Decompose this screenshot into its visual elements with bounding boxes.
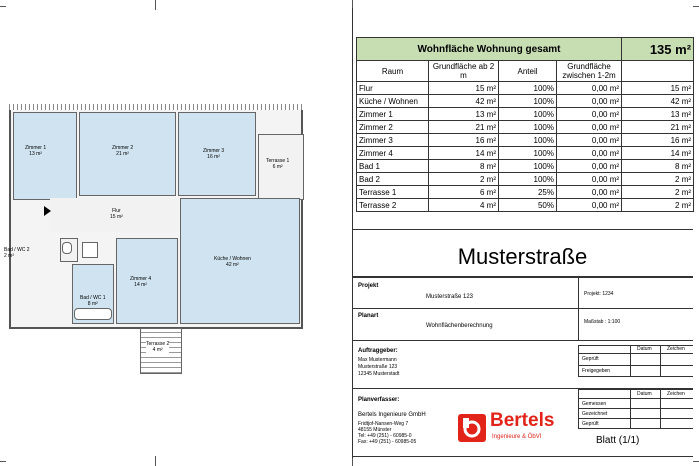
room-bad-wc-1-name: Bad / WC 1 [80, 295, 106, 301]
room-zimmer-3-area: 16 m² [207, 154, 220, 160]
table-title: Wohnfläche Wohnung gesamt [357, 38, 622, 61]
room-terrasse-1-label [266, 158, 289, 170]
shower-icon [82, 242, 98, 258]
cell-share: 100% [499, 134, 557, 147]
approval-geprueft: Geprüft [582, 356, 599, 362]
cell-area: 15 m² [429, 82, 499, 95]
table-row [357, 134, 694, 147]
measure-grid-col2 [660, 389, 661, 429]
room-kueche-name: Küche / Wohnen [214, 256, 251, 262]
cell-share: 100% [499, 173, 557, 186]
planner-name: Bertels Ingenieure GmbH [358, 412, 426, 418]
table-row [357, 82, 694, 95]
room-terrasse-1-name: Terrasse 1 [266, 158, 290, 164]
cell-partial: 0,00 m² [557, 186, 622, 199]
measure-grid-row3 [578, 418, 693, 419]
room-kueche-label [214, 256, 251, 268]
frame-tick-right-bottom [693, 461, 699, 462]
col-raum: Raum [357, 61, 429, 82]
cell-area: 16 m² [429, 134, 499, 147]
street-title: Musterstraße [457, 244, 588, 269]
cell-partial: 0,00 m² [557, 121, 622, 134]
room-flur-area: 15 m² [110, 214, 123, 220]
col-grundflaeche: Grundfläche ab 2 m [429, 61, 499, 82]
cell-sum: 21 m² [622, 121, 694, 134]
cell-partial: 0,00 m² [557, 147, 622, 160]
room-flur-name: Flur [112, 208, 121, 214]
projekt-number: Projekt: 1234 [584, 291, 614, 297]
room-terrasse-2-name: Terrasse 2 [146, 341, 170, 347]
planart-label: Planart [358, 313, 379, 319]
logo-name: Bertels [490, 410, 555, 431]
cell-sum: 2 m² [622, 199, 694, 212]
cell-area: 13 m² [429, 108, 499, 121]
cell-sum: 2 m² [622, 186, 694, 199]
cell-share: 100% [499, 82, 557, 95]
cell-share: 50% [499, 199, 557, 212]
cell-room: Zimmer 4 [357, 147, 429, 160]
logo-sub: Ingenieure & ÖbVI [492, 434, 542, 440]
cell-sum: 13 m² [622, 108, 694, 121]
table-row [357, 121, 694, 134]
measure-grid-row1 [578, 398, 693, 399]
table-row [357, 199, 694, 212]
table-column-row [357, 61, 694, 82]
cell-room: Zimmer 1 [357, 108, 429, 121]
table-row [357, 173, 694, 186]
toilet-icon [62, 242, 72, 254]
room-terrasse-2-label [146, 341, 169, 353]
planner-tel: Tel: +49 (251) - 60985-0 [358, 433, 412, 439]
cell-sum: 8 m² [622, 160, 694, 173]
bathtub-icon [74, 308, 112, 320]
cell-sum: 42 m² [622, 95, 694, 108]
col-sum [622, 61, 694, 82]
room-zimmer-1-area: 13 m² [29, 151, 42, 157]
cell-room: Terrasse 2 [357, 199, 429, 212]
approval-grid-col1 [630, 345, 631, 377]
bottom-line [352, 456, 693, 457]
room-terrasse-2-area: 4 m² [152, 347, 163, 353]
room-zimmer-2-name: Zimmer 2 [112, 145, 134, 151]
measure-datum: Datum [637, 391, 652, 397]
cell-share: 100% [499, 121, 557, 134]
cell-area: 21 m² [429, 121, 499, 134]
room-zimmer-3-label [203, 148, 224, 160]
room-kueche-area: 42 m² [226, 262, 239, 268]
approval-datum: Datum [637, 346, 652, 352]
room-zimmer-3-name: Zimmer 3 [203, 148, 225, 154]
top-hatch [9, 104, 303, 110]
cell-share: 25% [499, 186, 557, 199]
cell-area: 14 m² [429, 147, 499, 160]
cell-share: 100% [499, 160, 557, 173]
cell-share: 100% [499, 108, 557, 121]
client-street: Musterstraße 123 [358, 364, 398, 370]
client-name: Max Mustermann [358, 357, 397, 363]
area-table [356, 37, 694, 212]
room-bad-wc-1-area: 8 m² [87, 301, 98, 307]
room-bad-wc-2-name: Bad / WC 2 [4, 247, 30, 253]
cell-area: 4 m² [429, 199, 499, 212]
cell-room: Zimmer 2 [357, 121, 429, 134]
cell-area: 2 m² [429, 173, 499, 186]
cell-sum: 15 m² [622, 82, 694, 95]
planner-city: 48155 Münster [358, 427, 392, 433]
approval-grid-col2 [660, 345, 661, 377]
cell-partial: 0,00 m² [557, 199, 622, 212]
cell-partial: 0,00 m² [557, 160, 622, 173]
room-zimmer-4-label [130, 276, 151, 288]
room-bad-wc-2-area: 2 m² [4, 253, 14, 259]
measure-geprueft: Geprüft [582, 421, 599, 427]
table-header-row [357, 38, 694, 61]
planner-street: Fridtjof-Nansen-Weg 7 [358, 421, 409, 427]
cell-sum: 16 m² [622, 134, 694, 147]
table-row [357, 186, 694, 199]
approval-freigegeben: Freigegeben [582, 368, 611, 374]
room-zimmer-2-label [112, 145, 133, 157]
bertels-logo-icon [458, 414, 486, 442]
table-row [357, 147, 694, 160]
room-flur-label [110, 208, 123, 220]
table-row [357, 95, 694, 108]
projekt-label: Projekt [358, 283, 379, 289]
planart-value: Wohnflächenberechnung [426, 323, 493, 329]
room-zimmer-4-name: Zimmer 4 [130, 276, 152, 282]
cell-room: Bad 1 [357, 160, 429, 173]
approval-grid-row1 [578, 353, 693, 354]
cell-partial: 0,00 m² [557, 95, 622, 108]
room-bad-wc-2-label [4, 247, 30, 259]
cell-room: Bad 2 [357, 173, 429, 186]
room-terrasse-1-area: 6 m² [272, 164, 283, 170]
cell-sum: 14 m² [622, 147, 694, 160]
cell-partial: 0,00 m² [557, 82, 622, 95]
measure-gezeichnet: Gezeichnet [582, 411, 608, 417]
projekt-box [352, 277, 693, 309]
cell-partial: 0,00 m² [557, 173, 622, 186]
sheet-number: Blatt (1/1) [596, 435, 640, 446]
planart-box [352, 309, 693, 341]
client-label: Auftraggeber: [358, 348, 398, 354]
cell-partial: 0,00 m² [557, 134, 622, 147]
room-zimmer-1-label [25, 145, 46, 157]
table-row [357, 160, 694, 173]
col-grundflaeche-1-2: Grundfläche zwischen 1-2m [557, 61, 622, 82]
scale-value: Maßstab : 1:100 [584, 319, 621, 325]
col-anteil: Anteil [499, 61, 557, 82]
planner-label: Planverfasser: [358, 397, 400, 403]
cell-area: 8 m² [429, 160, 499, 173]
client-city: 12345 Musterstadt [358, 371, 400, 377]
table-total: 135 m² [622, 38, 694, 61]
cell-share: 100% [499, 95, 557, 108]
cell-room: Zimmer 3 [357, 134, 429, 147]
cell-sum: 2 m² [622, 173, 694, 186]
approval-zeichen: Zeichen [667, 346, 685, 352]
table-row [357, 108, 694, 121]
cell-room: Flur [357, 82, 429, 95]
measure-gemessen: Gemessen [582, 401, 607, 407]
room-zimmer-2-area: 21 m² [116, 151, 129, 157]
cell-share: 100% [499, 147, 557, 160]
entrance-arrow-icon [44, 206, 51, 216]
logo-mark-icon [458, 414, 486, 442]
frame-tick-right-top [693, 6, 699, 7]
projekt-value: Musterstraße 123 [426, 294, 474, 300]
room-zimmer-4-area: 14 m² [134, 282, 147, 288]
planner-fax: Fax: +49 (251) - 60985-05 [358, 439, 417, 445]
cell-area: 6 m² [429, 186, 499, 199]
room-zimmer-1-name: Zimmer 1 [25, 145, 47, 151]
measure-zeichen: Zeichen [667, 391, 685, 397]
cell-area: 42 m² [429, 95, 499, 108]
measure-grid-row2 [578, 408, 693, 409]
cell-room: Terrasse 1 [357, 186, 429, 199]
room-bad-wc-1-label [80, 295, 106, 307]
cell-room: Küche / Wohnen [357, 95, 429, 108]
cell-partial: 0,00 m² [557, 108, 622, 121]
measure-grid-col1 [630, 389, 631, 429]
approval-grid-row2 [578, 365, 693, 366]
